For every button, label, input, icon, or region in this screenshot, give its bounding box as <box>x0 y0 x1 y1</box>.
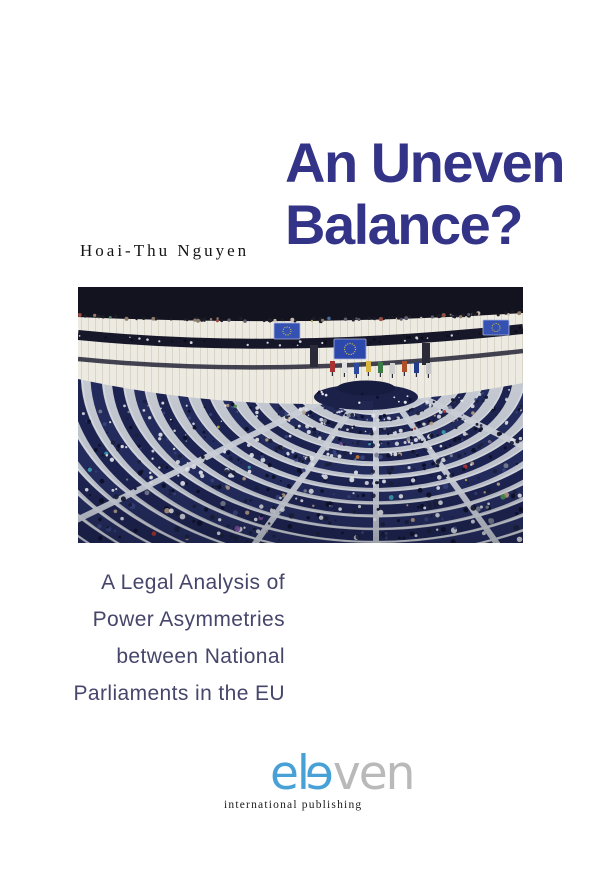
subtitle-line: A Legal Analysis of <box>101 571 285 594</box>
logo-text-blue: el <box>270 746 308 801</box>
book-subtitle <box>0 564 285 712</box>
logo-mirrored-e: e <box>306 746 334 801</box>
book-title <box>285 132 564 256</box>
subtitle-line: between National <box>116 645 285 668</box>
parliament-hemicycle-image <box>78 287 523 543</box>
publisher-logo <box>270 746 414 801</box>
title-line-1: An Uneven <box>285 131 564 194</box>
subtitle-line: Power Asymmetries <box>92 608 285 631</box>
author-name: Hoai-Thu Nguyen <box>80 241 250 260</box>
logo-text-gray: ven <box>332 746 414 801</box>
subtitle-line: Parliaments in the EU <box>73 682 285 705</box>
cover-photo <box>78 287 523 543</box>
title-line-2: Balance? <box>285 193 522 256</box>
publisher-tagline: international publishing <box>224 799 363 811</box>
